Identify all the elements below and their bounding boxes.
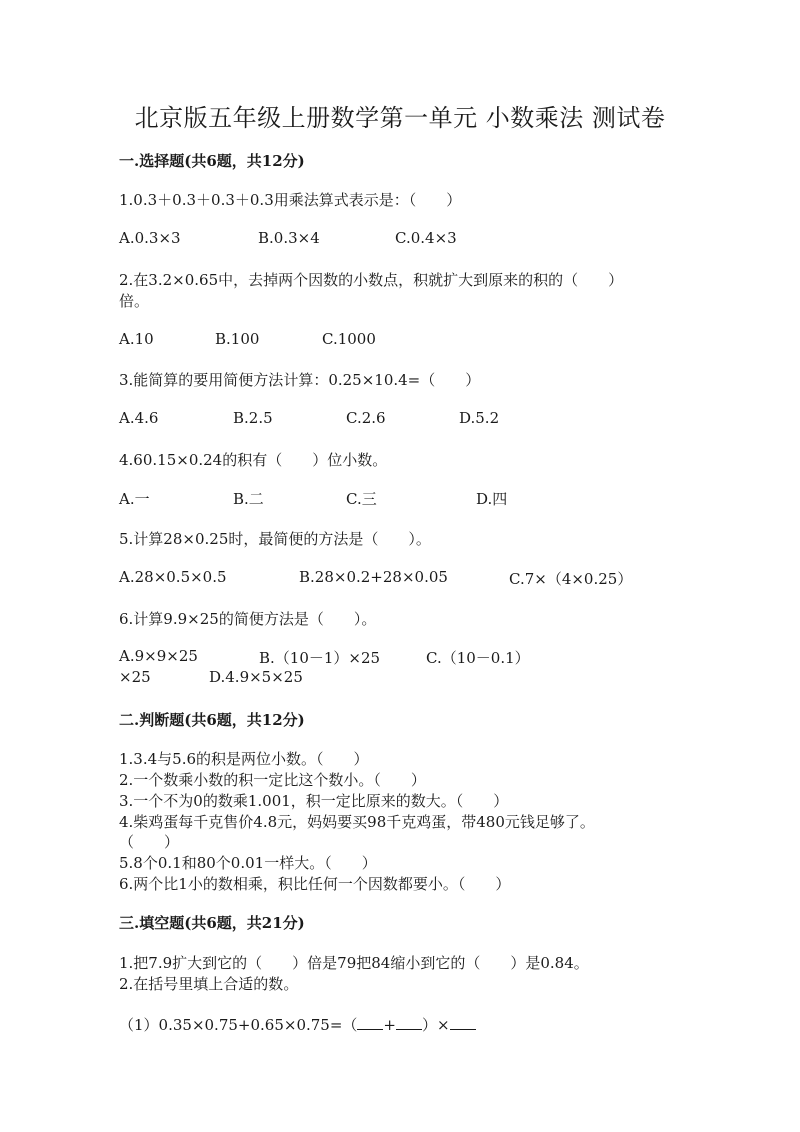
page-title: 北京版五年级上册数学第一单元 小数乘法 测试卷: [134, 104, 666, 132]
fill-in-expression: [119, 1014, 476, 1035]
list-item-continued: （ ）: [119, 833, 180, 851]
option-b: B.100: [215, 330, 260, 348]
question-stem: 1.把7.9扩大到它的（ ）倍是79把84缩小到它的（ ）是0.84。: [119, 954, 589, 972]
section-heading-choice: 一.选择题(共6题，共12分): [119, 152, 305, 170]
list-item: 5.8个0.1和80个0.01一样大。（ ）: [119, 854, 377, 872]
answer-blank[interactable]: [357, 1014, 383, 1030]
question-stem: 4.60.15×0.24的积有（ ）位小数。: [119, 451, 388, 469]
question-stem: 5.计算28×0.25时，最简便的方法是（ ）。: [119, 530, 431, 548]
option-a: A.9×9×25: [119, 647, 198, 665]
option-c: C.三: [346, 490, 377, 508]
list-item: 3.一个不为0的数乘1.001，积一定比原来的数大。（ ）: [119, 792, 509, 810]
option-b: B.二: [233, 490, 264, 508]
option-b: B.（10－1）×25: [259, 649, 381, 667]
option-c: C.1000: [322, 330, 376, 348]
section-heading-judgement: 二.判断题(共6题，共12分): [119, 711, 305, 729]
option-a: A.10: [119, 330, 154, 348]
option-a: A.一: [119, 490, 150, 508]
list-item: 6.两个比1小的数相乘，积比任何一个因数都要小。（ ）: [119, 875, 511, 893]
question-stem: 6.计算9.9×25的简便方法是（ ）。: [119, 610, 377, 628]
expression-close: ）×: [422, 1016, 450, 1034]
option-c: C.0.4×3: [395, 229, 457, 247]
expression-prefix: （1）0.35×0.75+0.65×0.75=（: [119, 1016, 358, 1034]
list-item: 2.一个数乘小数的积一定比这个数小。（ ）: [119, 771, 426, 789]
list-item: 1.3.4与5.6的积是两位小数。（ ）: [119, 750, 369, 768]
option-c-continued: ×25: [119, 668, 151, 686]
option-a: A.4.6: [119, 409, 159, 427]
option-c: C.2.6: [346, 409, 386, 427]
option-d: D.四: [476, 490, 508, 508]
question-stem-continued: 倍。: [119, 292, 150, 310]
option-b: B.2.5: [233, 409, 273, 427]
option-c: C.7×（4×0.25）: [509, 570, 633, 588]
option-a: A.28×0.5×0.5: [119, 568, 227, 586]
option-c: C.（10－0.1）: [426, 649, 530, 667]
answer-blank[interactable]: [396, 1014, 422, 1030]
plus-sign: +: [383, 1016, 396, 1034]
question-stem: 1.0.3＋0.3＋0.3＋0.3用乘法算式表示是：（ ）: [119, 191, 462, 209]
section-heading-fill-in: 三.填空题(共6题，共21分): [119, 914, 305, 932]
option-a: A.0.3×3: [119, 229, 181, 247]
option-b: B.28×0.2+28×0.05: [299, 568, 448, 586]
question-stem: 2.在3.2×0.65中，去掉两个因数的小数点，积就扩大到原来的积的（ ）: [119, 271, 624, 289]
question-stem: 3.能简算的要用简便方法计算：0.25×10.4=（ ）: [119, 371, 481, 389]
answer-blank[interactable]: [450, 1014, 476, 1030]
option-d: D.4.9×5×25: [209, 668, 303, 686]
question-stem: 2.在括号里填上合适的数。: [119, 975, 299, 993]
list-item: 4.柴鸡蛋每千克售价4.8元，妈妈要买98千克鸡蛋，带480元钱足够了。: [119, 813, 595, 831]
option-d: D.5.2: [459, 409, 500, 427]
option-b: B.0.3×4: [258, 229, 320, 247]
